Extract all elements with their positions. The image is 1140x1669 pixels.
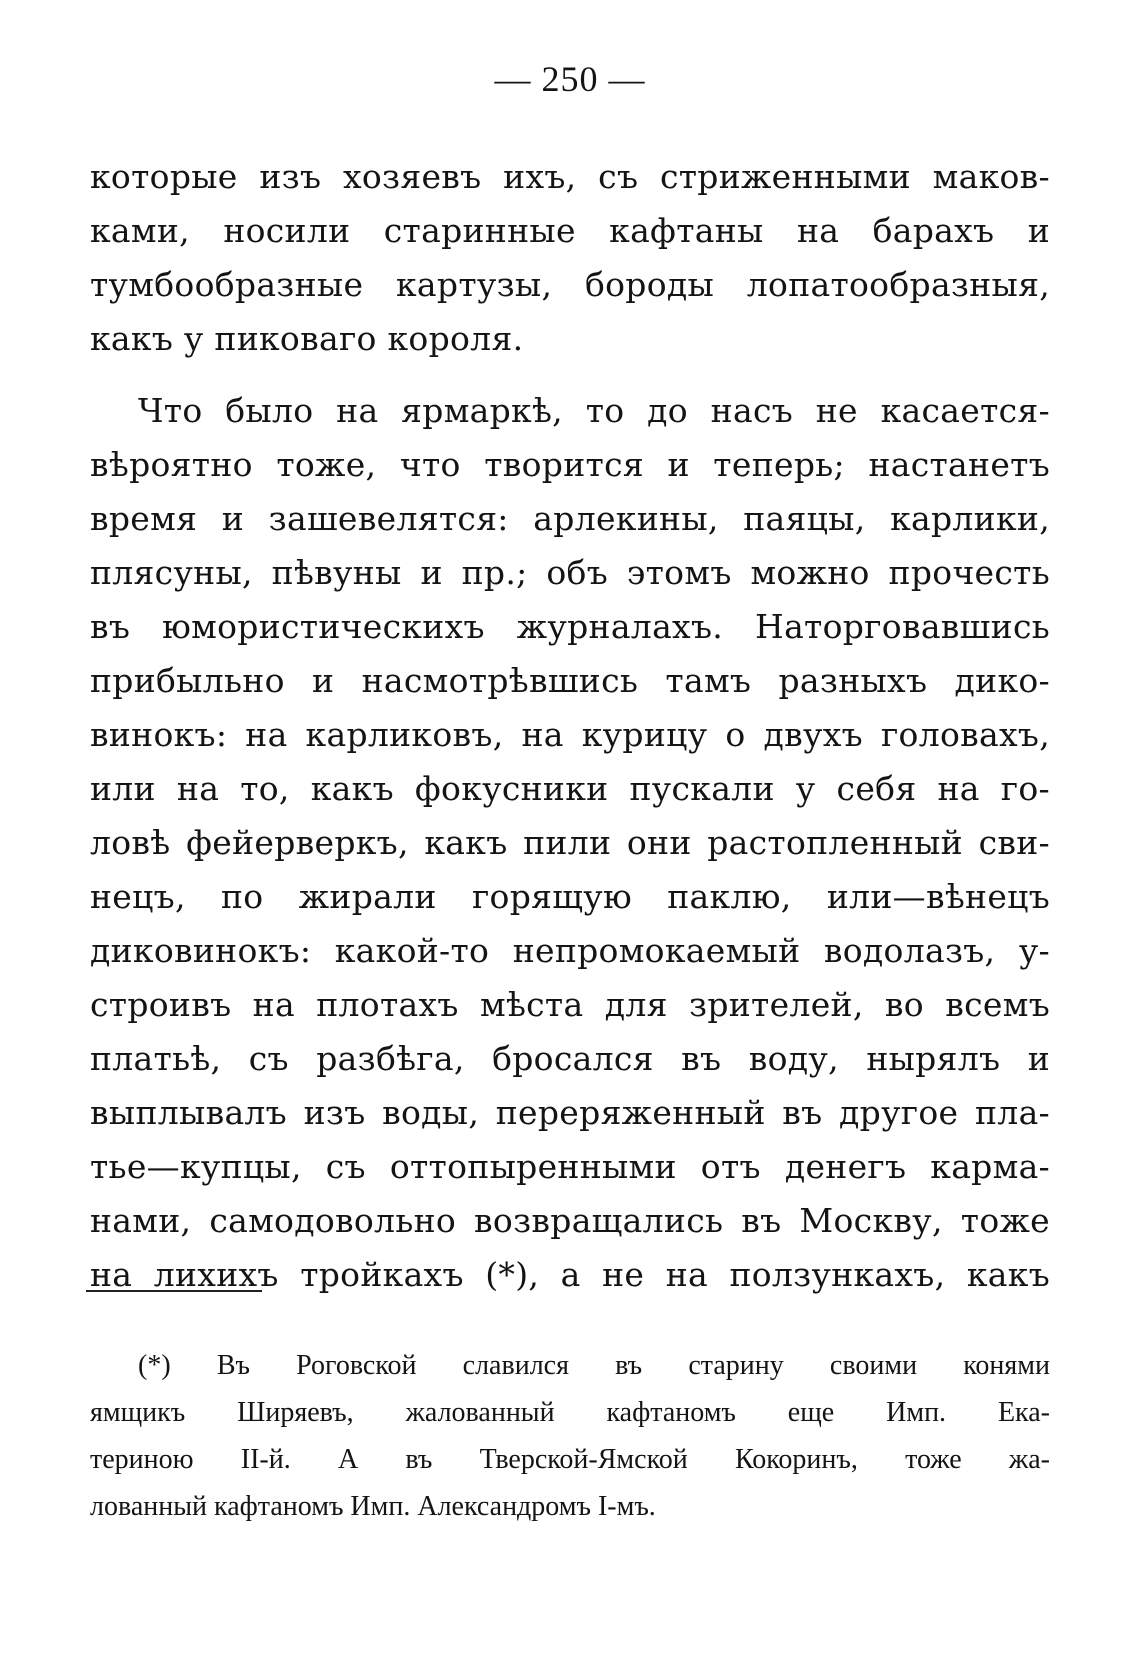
paragraph — [90, 384, 1050, 1302]
text-line: ловѣ фейерверкъ, какъ пили они растопленный сви- — [90, 823, 1050, 862]
page-number: — 250 — — [494, 59, 646, 99]
text-line: или на то, какъ фокусники пускали у себя на го- — [90, 769, 1050, 808]
text-line: диковинокъ: какой-то непромокаемый водолазъ, у- — [90, 931, 1050, 970]
paragraph-gap — [90, 366, 1050, 384]
text-line: винокъ: на карликовъ, на курицу о двухъ головахъ, — [90, 715, 1050, 754]
footnote-divider — [86, 1290, 262, 1292]
text-line: которые изъ хозяевъ ихъ, съ стриженными маков- — [90, 157, 1050, 196]
body-text — [90, 150, 1050, 1302]
text-line: въ юмористическихъ журналахъ. Наторговавшись — [90, 607, 1050, 646]
footnote-line: лованный кафтаномъ Имп. Александромъ I-мъ. — [90, 1491, 656, 1522]
text-line: какъ у пиковаго короля. — [90, 319, 524, 358]
paragraph — [90, 150, 1050, 366]
footnote-line: териною II-й. А въ Тверской-Ямской Кокоринъ, тоже жа- — [90, 1444, 1050, 1475]
text-line: выплывалъ изъ воды, переряженный въ другое пла- — [90, 1093, 1050, 1132]
text-line: вѣроятно тоже, что творится и теперь; настанетъ — [90, 445, 1050, 484]
footnote-line: ямщикъ Ширяевъ, жалованный кафтаномъ еще Имп. Ека- — [90, 1397, 1050, 1428]
text-line: плясуны, пѣвуны и пр.; объ этомъ можно прочесть — [90, 553, 1050, 592]
text-line: нами, самодовольно возвращались въ Москву, тоже — [90, 1201, 1050, 1240]
footnote-line: (*) Въ Роговской славился въ старину своими конями — [138, 1350, 1050, 1381]
text-line: на лихихъ тройкахъ (*), а не на ползункахъ, какъ — [90, 1255, 1050, 1294]
text-line: платьѣ, съ разбѣга, бросался въ воду, нырялъ и — [90, 1039, 1050, 1078]
footnote — [90, 1342, 1050, 1530]
text-line: тумбообразные картузы, бороды лопатообразныя, — [90, 265, 1050, 304]
text-line: тье—купцы, съ оттопыренными отъ денегъ карма- — [90, 1147, 1050, 1186]
text-line: нецъ, по жирали горящую паклю, или—вѣнецъ — [90, 877, 1050, 916]
text-line: Что было на ярмаркѣ, то до насъ не касается- — [138, 391, 1050, 430]
text-line: строивъ на плотахъ мѣста для зрителей, во всемъ — [90, 985, 1050, 1024]
text-line: прибыльно и насмотрѣвшись тамъ разныхъ дико- — [90, 661, 1050, 700]
text-line: время и зашевелятся: арлекины, паяцы, карлики, — [90, 499, 1050, 538]
text-line: ками, носили старинные кафтаны на барахъ и — [90, 211, 1050, 250]
